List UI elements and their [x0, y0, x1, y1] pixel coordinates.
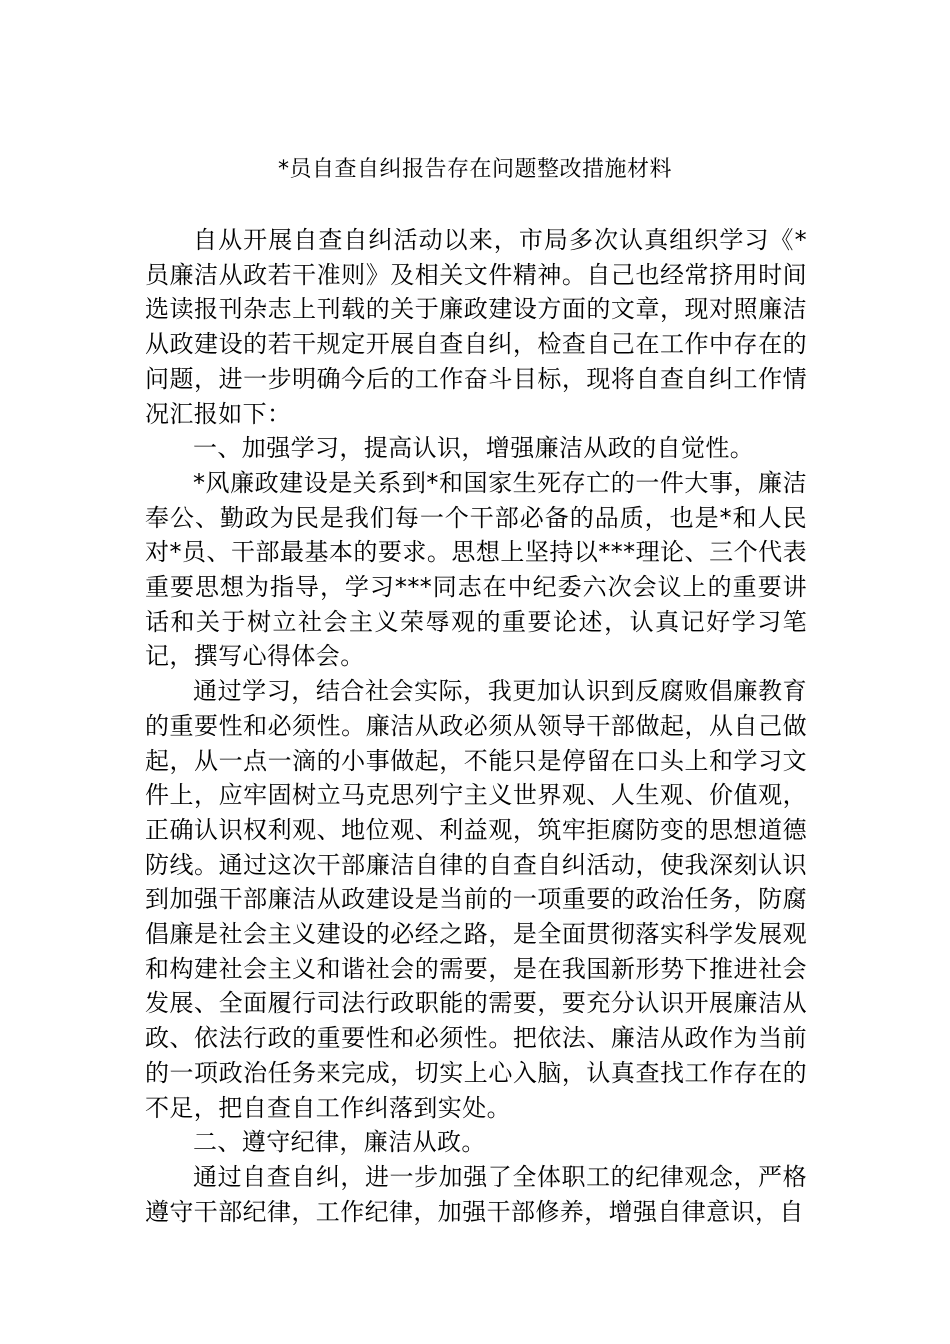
section-heading-1: 一、加强学习，提高认识，增强廉洁从政的自觉性。 — [193, 434, 755, 463]
paragraph-3: 通过自查自纠，进一步加强了全体职工的纪律观念，严格遵守干部纪律，工作纪律，加强干部修养，增强自律意识，自 — [145, 1162, 807, 1226]
document-body — [145, 223, 807, 1229]
paragraph-1: *风廉政建设是关系到*和国家生死存亡的一件大事，廉洁奉公、勤政为民是我们每一个干部必备的品质，也是*和人民对*员、干部最基本的要求。思想上坚持以***理论、三个代表重要思想为指导，学习***同志在中纪委六次会议上的重要讲话和关于树立社会主义荣辱观的重要论述，认真记好学习笔记，撰写心得体会。 — [145, 468, 807, 671]
document-title: *员自查自纠报告存在问题整改措施材料 — [277, 157, 672, 182]
section-heading-2: 二、遵守纪律，廉洁从政。 — [193, 1128, 486, 1157]
paragraph-2: 通过学习，结合社会实际，我更加认识到反腐败倡廉教育的重要性和必须性。廉洁从政必须从领导干部做起，从自己做起，从一点一滴的小事做起，不能只是停留在口头上和学习文件上，应牢固树立马克思列宁主义世界观、人生观、价值观，正确认识权利观、地位观、利益观，筑牢拒腐防变的思想道德防线。通过这次干部廉洁自律的自查自纠活动，使我深刻认识到加强干部廉洁从政建设是当前的一项重要的政治任务，防腐倡廉是社会主义建设的必经之路，是全面贯彻落实科学发展观和构建社会主义和谐社会的需要，是在我国新形势下推进社会发展、全面履行司法行政职能的需要，要充分认识开展廉洁从政、依法行政的重要性和必须性。把依法、廉洁从政作为当前的一项政治任务来完成，切实上心入脑，认真查找工作存在的不足，把自查自工作纠落到实处。 — [145, 677, 807, 1122]
paragraph-intro: 自从开展自查自纠活动以来，市局多次认真组织学习《*员廉洁从政若干准则》及相关文件精神。自己也经常挤用时间选读报刊杂志上刊载的关于廉政建设方面的文章，现对照廉洁从政建设的若干规定开展自查自纠，检查自己在工作中存在的问题，进一步明确今后的工作奋斗目标，现将自查自纠工作情况汇报如下： — [145, 226, 807, 428]
